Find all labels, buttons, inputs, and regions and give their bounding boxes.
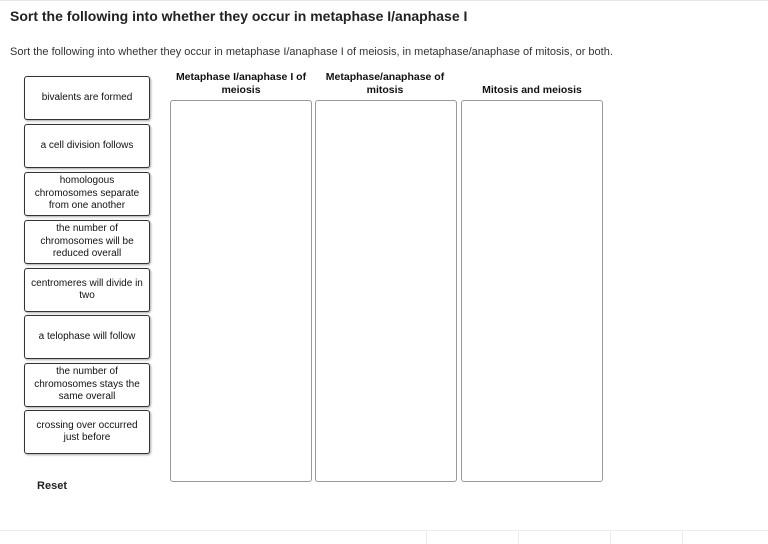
drag-card[interactable]: centromeres will divide in two [24,268,150,312]
drag-card[interactable]: a telophase will follow [24,315,150,359]
column-header-both: Mitosis and meiosis [482,84,582,96]
drop-zone-both[interactable] [461,100,603,482]
drop-zone-mitosis[interactable] [315,100,457,482]
instructions-text: Sort the following into whether they occur in metaphase I/anaphase I of meiosis, in metaphase/anaphase of mitosis, or both. [10,46,613,58]
footer-separator [610,531,611,544]
footer-divider [0,530,768,531]
footer-separator [426,531,427,544]
drop-zone-meiosis[interactable] [170,100,312,482]
drag-card[interactable]: crossing over occurred just before [24,410,150,454]
drag-card[interactable]: the number of chromosomes will be reduced overall [24,220,150,264]
drag-card[interactable]: bivalents are formed [24,76,150,120]
reset-button[interactable]: Reset [37,480,67,492]
top-divider [0,0,768,5]
column-header-mitosis: Metaphase/anaphase of mitosis [325,71,445,96]
page-title: Sort the following into whether they occur in metaphase I/anaphase I [10,8,468,24]
drag-card[interactable]: the number of chromosomes stays the same overall [24,363,150,407]
drag-card[interactable]: a cell division follows [24,124,150,168]
drag-card[interactable]: homologous chromosomes separate from one another [24,172,150,216]
footer-separator [518,531,519,544]
footer-separator [682,531,683,544]
column-header-meiosis: Metaphase I/anaphase I of meiosis [175,71,307,96]
